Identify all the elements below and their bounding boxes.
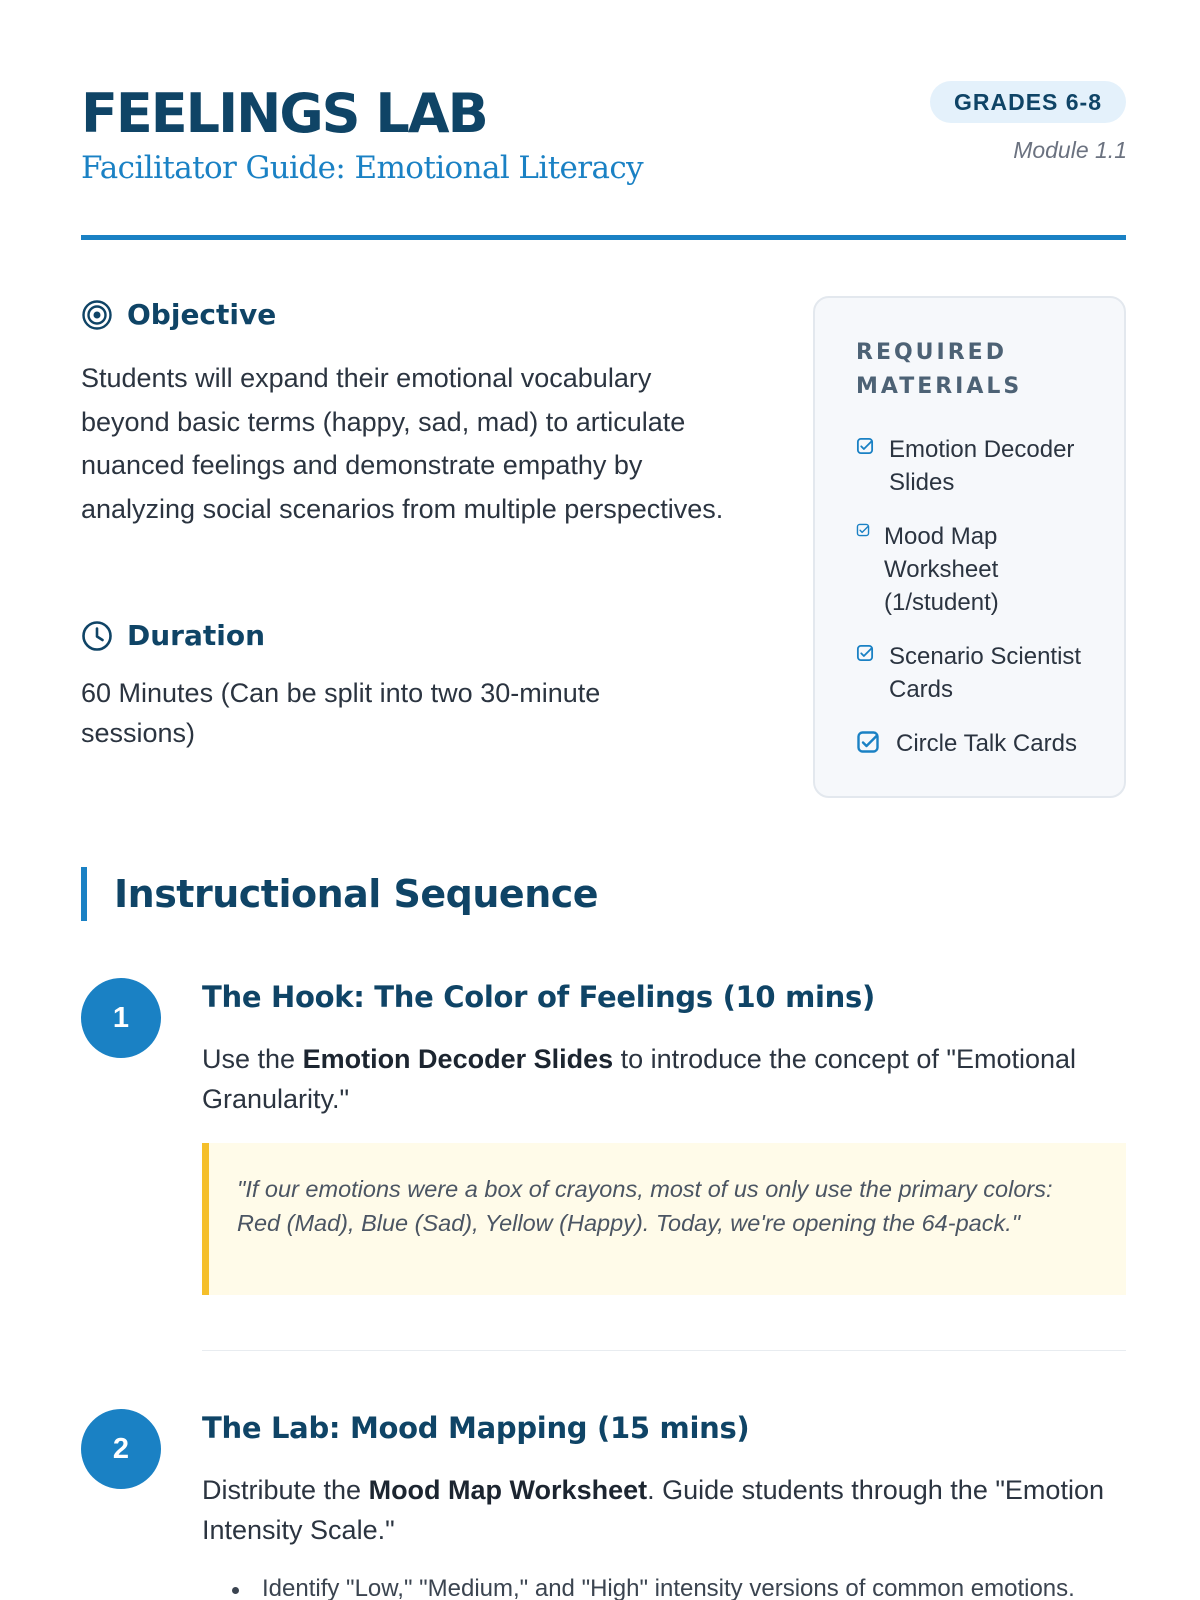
grade-level-badge: GRADES 6-8	[930, 81, 1126, 123]
step-description-text: . Guide students through the "Emotion Intensity Scale."	[202, 1475, 1104, 1545]
material-item	[856, 640, 1086, 706]
step-number-badge: 2	[81, 1409, 161, 1489]
checkbox-icon	[856, 730, 880, 754]
checkbox-icon	[856, 644, 874, 662]
facilitator-quote: "If our emotions were a box of crayons, most of us only use the primary colors: Red (Mad), Blue (Sad), Yellow (Happy). Today, we're opening the 64-pack."	[202, 1143, 1126, 1295]
page-subtitle: Facilitator Guide: Emotional Literacy	[81, 150, 644, 186]
step-divider	[202, 1350, 1126, 1351]
page-title: FEELINGS LAB	[81, 82, 487, 145]
list-item: Identify "Low," "Medium," and "High" intensity versions of common emotions.	[202, 1572, 1142, 1600]
instructional-sequence-heading: Instructional Sequence	[114, 872, 599, 916]
step-bullet-list	[202, 1572, 1142, 1600]
header-divider	[81, 235, 1126, 240]
material-label: Scenario Scientist Cards	[889, 643, 1082, 703]
material-label: Mood Map Worksheet (1/student)	[884, 523, 999, 616]
target-icon	[81, 299, 113, 331]
materials-title: REQUIRED MATERIALS	[856, 340, 1023, 399]
material-item	[856, 520, 1026, 619]
material-reference: Emotion Decoder Slides	[302, 1044, 614, 1074]
section-accent-bar	[81, 867, 87, 921]
checkbox-icon	[856, 437, 874, 455]
step-title: The Hook: The Color of Feelings (10 mins)	[202, 980, 875, 1014]
module-label: Module 1.1	[1013, 137, 1127, 163]
step-title: The Lab: Mood Mapping (15 mins)	[202, 1411, 750, 1445]
material-label: Emotion Decoder Slides	[889, 436, 1075, 496]
step-description-text: Distribute the	[202, 1475, 369, 1505]
step-description-text: Use the	[202, 1044, 303, 1074]
clock-icon	[81, 620, 113, 652]
checkbox-icon	[856, 523, 870, 537]
step-number-badge: 1	[81, 978, 161, 1058]
duration-heading-label: Duration	[127, 619, 266, 652]
material-label: Circle Talk Cards	[896, 730, 1077, 757]
duration-text: 60 Minutes (Can be split into two 30-minute sessions)	[81, 678, 601, 748]
duration-heading	[81, 619, 265, 652]
step-description	[202, 1039, 1132, 1119]
objective-heading	[81, 298, 276, 331]
material-item	[856, 433, 1096, 499]
step-description	[202, 1470, 1132, 1550]
objective-heading-label: Objective	[127, 298, 277, 331]
material-item	[856, 727, 1116, 760]
required-materials-card	[813, 296, 1126, 798]
objective-text: Students will expand their emotional vocabulary beyond basic terms (happy, sad, mad) to articulate nuanced feelings and demonstrate empathy by analyzing social scenarios from multiple perspectives.	[81, 363, 724, 524]
step-description-text: to introduce the concept of "Emotional Granularity."	[202, 1044, 1077, 1114]
material-reference: Mood Map Worksheet	[368, 1475, 648, 1505]
